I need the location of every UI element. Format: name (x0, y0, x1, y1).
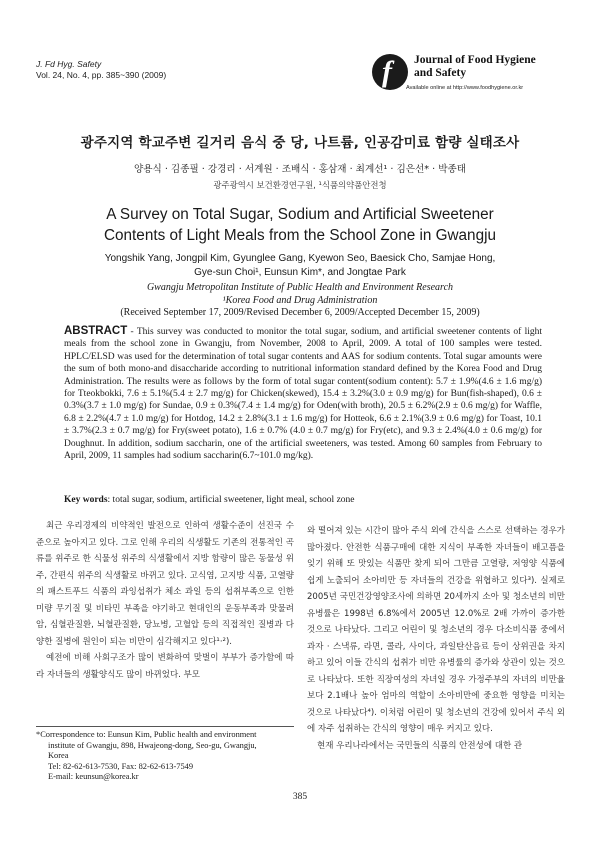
journal-logo-icon (372, 54, 408, 90)
english-authors (0, 252, 600, 280)
body-paragraph: 현재 우리나라에서는 국민들의 식품의 안전성에 대한 관 (317, 740, 523, 751)
correspondence-line: *Correspondence to: Eunsun Kim, Public health and environment (36, 730, 257, 739)
korean-authors: 양용식 · 김종필 · 강경리 · 서계원 · 조배식 · 홍삼재 · 최계선¹ · 김은선* · 박종태 (133, 164, 467, 175)
body-paragraph: 와 떨어져 있는 시간이 많아 주식 외에 간식을 스스로 선택하는 경우가 많아졌다. 안전한 식품구매에 대한 지식이 부족한 자녀들이 배고픔을 잊기 위해 또 맛있는 식품만 찾게 되어 그만큼 고열량, 저영양 식품에 쉽게 노출되어 소아비만 등 자녀들의 건강을 위협하고 있다³). 실제로 2005년 국민건강영양조사에 의하면 20세까지 소아 및 청소년의 비만 유병률은 1998년 6.8%에서 2005년 12.0%로 2배 가까이 증가한 것으로 나타났다. 그리고 어린이 및 청소년의 경우 다소비식품 중에서 과자 · 스낵류, 라면, 콜라, 사이다, 과일탄산음료 등이 상위권을 차지하고 있어 이들 간식의 섭취가 비만 유병률의 증가와 상관이 있는 것으로 나타났다. 또한 직장여성의 자녀일 경우 가정주부의 자녀의 비만율보다 2.1배나 높아 엄마의 역할이 소아비만에 중요한 영향을 미치는 것으로 나타났다⁴). 이처럼 어린이 및 청소년의 건강에 있어서 주식 외에 자주 섭취하는 간식의 영향이 매우 커지고 있다. (307, 526, 565, 734)
correspondence-email: E-mail: keunsun@korea.kr (48, 772, 139, 782)
english-authors-line2: Gye-sun Choi¹, Eunsun Kim*, and Jongtae Park (194, 267, 406, 278)
abstract (64, 325, 542, 462)
keywords (64, 495, 542, 505)
body-paragraph: 예전에 비해 사회구조가 많이 변화하여 맞벌이 부부가 증가함에 따라 자녀들의 생활양식도 많이 바뀌었다. 부모 (36, 653, 294, 680)
english-authors-line1: Yongshik Yang, Jongpil Kim, Gyunglee Gang, Kyewon Seo, Baesick Cho, Samjae Hong, (104, 253, 496, 264)
correspondence-line: Tel: 82-62-613-7530, Fax: 82-62-613-7549 (48, 761, 194, 771)
abstract-label: ABSTRACT (64, 325, 128, 337)
korean-title: 광주지역 학교주변 길거리 음식 중 당, 나트륨, 인공감미료 함량 실태조사 (80, 135, 520, 151)
korean-affiliation: 광주광역시 보건환경연구원, ¹식품의약품안전청 (213, 180, 387, 190)
logo-title-line2: and Safety (414, 67, 467, 79)
footnote-divider (36, 726, 294, 727)
keywords-text: : total sugar, sodium, artificial sweetener, light meal, school zone (107, 495, 355, 505)
english-title-line2: Contents of Light Meals from the School Zone in Gwangju (104, 227, 496, 244)
logo-letter: f (382, 55, 392, 88)
correspondence-line: Korea (48, 751, 69, 761)
logo-url: Available online at http://www.foodhygiene.or.kr (406, 85, 524, 91)
received-dates: (Received September 17, 2009/Revised December 6, 2009/Accepted December 15, 2009) (120, 307, 480, 318)
volume-line: Vol. 24, No. 4, pp. 385~390 (2009) (36, 70, 167, 80)
body-left-column (36, 518, 294, 683)
logo-title-line1: Journal of Food Hygiene (414, 54, 536, 66)
english-affil-line1: Gwangju Metropolitan Institute of Public Health and Environment Research (146, 282, 454, 293)
journal-abbrev: J. Fd Hyg. Safety (36, 59, 102, 69)
correspondence-footnote (36, 730, 296, 783)
english-affil-line2: ¹Korea Food and Drug Administration (222, 295, 378, 306)
body-right-column (307, 523, 565, 754)
logo-title (414, 54, 564, 80)
journal-info (36, 59, 166, 81)
english-affiliation (0, 281, 600, 307)
abstract-text: - This survey was conducted to monitor the total sugar, sodium, and artificial sweetener contents of light meals from the school zone in Gwangju, from November, 2008 to April, 2009. A total of 100 samples were tested. HPLC/ELSD was used for the determination of total sugar contents and AAS for sodium contents. Total sugar amounts were the sum of both mono-and disaccharide according to nutritional information standard defined by the Korea Food and Drug Administration. The results were as follows by the form of total sugar content(sodium content): 5.7 ± 1.9%(4.6 ± 1.6 mg/g) for Tteokbokki, 7.6 ± 5.1%(5.4 ± 2.7 mg/g) for Chicken(skewed), 15.4 ± 3.2%(3.0 ± 0.9 mg/g) for Bun(fish-shaped), 0.6 ± 0.3%(3.7 ± 1.0 mg/g) for Sundae, 0.9 ± 0.3%(7.4 ± 1.4 mg/g) for Oden(with broth), 20.5 ± 6.2%(2.9 ± 0.6 mg/g) for Waffle, 6.8 ± 2.2%(4.7 ± 1.0 mg/g) for Hotdog, 14.2 ± 2.8%(3.1 ± 1.6 mg/g) for Hotteok, 6.6 ± 2.1%(3.9 ± 0.6 mg/g) for Toast, 10.1 ± 3.7%(2.3 ± 0.7 mg/g) for Fry(sweet potato), 1.6 ± 0.7% (4.0 ± 0.7 mg/g) for Fry(etc), and 9.3 ± 2.4%(4.0 ± 0.6 mg/g) for Doughnut. In addition, sodium saccharin, one of the artificial sweeteners, was tested. Among 60 samples from February to April, 2009, 11 samples had sodium saccharin(6.7~101.0 mg/kg). (64, 327, 542, 462)
keywords-label: Key words (64, 495, 108, 505)
english-title (0, 204, 600, 246)
body-paragraph: 최근 우리경제의 비약적인 발전으로 인하여 생활수준이 선진국 수준으로 높아지고 있다. 그로 인해 우리의 식생활도 기존의 전통적인 곡류를 위주로 한 식물성 위주의 식생활에서 지방 함량이 많은 동물성 위주, 간편식 위주의 식생활로 바뀌고 있다. 고식염, 고지방 식품, 고열량의 패스트푸드 식품의 과잉섭취가 체소 과일 등의 섭취부족으로 인한 미량 무기질 및 비타민 부족을 야기하고 현대인의 운동부족과 맞물려 암, 심혈관질환, 뇌혈관질환, 당뇨병, 고혈압 등의 직접적인 질병과 다양한 질병에 원인이 되는 비만이 심각해지고 있다¹·²). (36, 521, 294, 647)
correspondence-line: institute of Gwangju, 898, Hwajeong-dong, Seo-gu, Gwangju, (48, 740, 257, 750)
page-number: 385 (292, 792, 308, 802)
journal-logo (372, 52, 567, 100)
english-title-line1: A Survey on Total Sugar, Sodium and Artificial Sweetener (106, 206, 494, 223)
